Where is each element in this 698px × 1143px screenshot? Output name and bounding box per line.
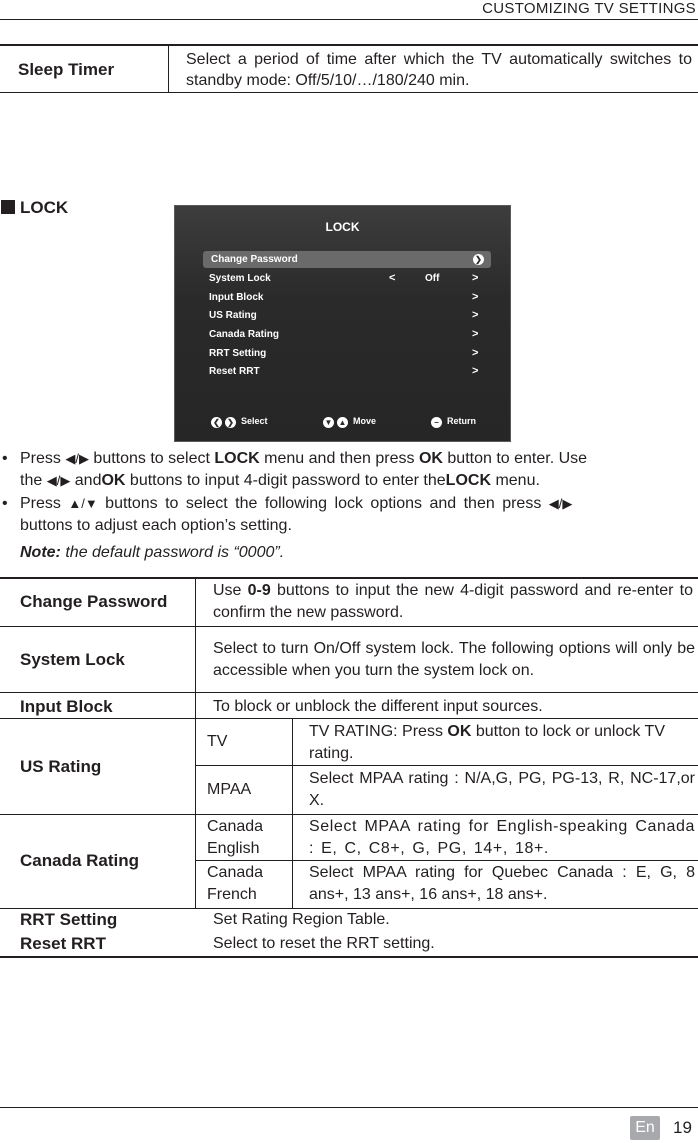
section-square-icon	[1, 200, 15, 214]
menu-item-rrt-setting[interactable]	[201, 345, 491, 362]
note	[20, 544, 284, 562]
canada-english-description: Select MPAA rating for English-speaking Canada : E, C, C8+, G, PG, 14+, 18+.	[309, 818, 695, 857]
lock-menu-screenshot	[174, 205, 511, 442]
text: the	[20, 472, 43, 489]
text: button to lock or unlock TV rating.	[309, 723, 665, 762]
lock-heading: LOCK	[20, 198, 69, 217]
table-rule	[0, 814, 698, 815]
menu-title: LOCK	[325, 220, 360, 234]
sleep-table-bottom-rule	[0, 92, 698, 93]
menu-item-value: Off	[425, 273, 440, 284]
menu-item-label: Change Password	[211, 254, 298, 265]
us-rating-mpaa-description: Select MPAA rating : N/A,G, PG, PG-13, R, NC-17,or X.	[309, 770, 695, 809]
menu-item-label: RRT Setting	[209, 348, 267, 359]
text: buttons to select the following lock options and then press	[105, 495, 542, 512]
text-bold: LOCK	[445, 472, 491, 489]
text: Canada	[207, 864, 264, 881]
table-top-rule	[0, 577, 698, 579]
instruction-1-line-2	[20, 470, 698, 492]
up-down-arrows-icon: ▲/▼	[68, 496, 98, 511]
chevron-left-icon: <	[389, 272, 396, 284]
sleep-timer-label: Sleep Timer	[18, 60, 115, 79]
menu-item-change-password[interactable]	[203, 251, 491, 268]
text: buttons to input the new 4-digit password and re-enter to confirm the new password.	[213, 582, 693, 621]
text: menu and then press	[264, 450, 415, 467]
instruction-1-line-1	[20, 448, 698, 470]
right-arrow-icon: ❯	[225, 417, 236, 428]
table-sub-rule	[195, 860, 698, 861]
left-right-arrows-icon: ◀/▶	[46, 473, 71, 488]
text-bold: 0-9	[247, 582, 271, 599]
language-badge: En	[630, 1116, 660, 1140]
menu-item-reset-rrt[interactable]	[201, 363, 491, 380]
us-rating-label: US Rating	[20, 757, 102, 776]
down-arrow-icon: ▼	[324, 418, 333, 427]
hint-return: Return	[447, 416, 476, 426]
sleep-table-top-rule	[0, 44, 698, 46]
note-text: the default password is “0000”.	[65, 544, 285, 561]
menu-item-canada-rating[interactable]	[201, 326, 491, 343]
text-bold: OK	[101, 472, 126, 489]
table-rule	[0, 692, 698, 693]
chevron-right-icon: >	[472, 272, 479, 284]
text: and	[74, 472, 102, 489]
instruction-2-line-2: buttons to adjust each option’s setting.	[20, 517, 292, 534]
text: French	[207, 886, 257, 903]
menu-item-label: Reset RRT	[209, 366, 260, 377]
menu-item-label: US Rating	[209, 310, 257, 321]
chevron-right-icon: >	[472, 365, 479, 377]
canada-rating-label: Canada Rating	[20, 851, 140, 870]
instruction-2-line-1	[20, 493, 698, 515]
menu-item-system-lock[interactable]	[201, 270, 491, 287]
table-rule	[0, 718, 698, 719]
text: buttons to select	[93, 450, 210, 467]
canada-english-key	[207, 816, 263, 860]
reset-rrt-description: Select to reset the RRT setting.	[213, 935, 435, 952]
menu-item-input-block[interactable]	[201, 289, 491, 306]
table-sub-divider	[292, 718, 293, 908]
sleep-timer-description: Select a period of time after which the TV automatically switches to standby mode: Off/5/10/…/180/240 min.	[186, 51, 692, 89]
footer-rule	[0, 1107, 698, 1108]
canada-french-key	[207, 862, 263, 906]
us-rating-mpaa-key: MPAA	[207, 781, 252, 798]
section-title: CUSTOMIZING TV SETTINGS	[482, 0, 696, 17]
hint-move: Move	[353, 416, 377, 426]
chevron-right-icon: >	[472, 291, 479, 303]
canada-french-description: Select MPAA rating for Quebec Canada : E, G, 8 ans+, 13 ans+, 16 ans+, 18 ans+.	[309, 864, 695, 903]
reset-rrt-label: Reset RRT	[20, 934, 106, 953]
text: button to enter. Use	[447, 450, 588, 467]
table-rule	[0, 626, 698, 627]
left-right-arrows-icon: ◀/▶	[65, 451, 89, 466]
chevron-right-icon: ❯	[473, 254, 484, 265]
text: Canada	[207, 818, 264, 835]
system-lock-description: Select to turn On/Off system lock. The following options will only be accessible when you turn the system lock on.	[213, 640, 695, 679]
change-password-label: Change Password	[20, 592, 168, 611]
table-sub-rule	[195, 765, 698, 766]
text: English	[207, 840, 260, 857]
menu-item-us-rating[interactable]	[201, 307, 491, 324]
bullet-dot: •	[2, 450, 8, 467]
rrt-setting-label: RRT Setting	[20, 910, 118, 929]
menu-item-label: System Lock	[209, 273, 271, 284]
system-lock-label: System Lock	[20, 650, 125, 669]
text: Use	[213, 582, 242, 599]
left-right-arrows-icon: ◀/▶	[548, 496, 573, 511]
text: menu.	[495, 472, 540, 489]
rrt-setting-description: Set Rating Region Table.	[213, 911, 390, 928]
sleep-table-divider	[168, 46, 169, 92]
chevron-right-icon: >	[472, 328, 479, 340]
page-number: 19	[673, 1118, 692, 1137]
menu-item-label: Input Block	[209, 292, 264, 303]
chevron-right-icon: >	[472, 347, 479, 359]
chevron-right-icon: >	[472, 309, 479, 321]
text: Press	[20, 450, 61, 467]
us-rating-tv-description	[309, 721, 695, 765]
text-bold: OK	[447, 723, 472, 740]
left-arrow-icon: ❮	[211, 417, 222, 428]
text-bold: LOCK	[214, 450, 260, 467]
text: buttons to input 4-digit password to enter the	[129, 472, 446, 489]
input-block-description: To block or unblock the different input sources.	[213, 698, 543, 715]
bullet-dot: •	[2, 495, 8, 512]
menu-item-label: Canada Rating	[209, 329, 280, 340]
text: TV RATING: Press	[309, 723, 443, 740]
input-block-label: Input Block	[20, 697, 113, 716]
text-bold: OK	[418, 450, 443, 467]
text: Press	[20, 495, 61, 512]
us-rating-tv-key: TV	[207, 733, 228, 750]
table-bottom-rule	[0, 956, 698, 958]
hint-select: Select	[241, 416, 268, 426]
change-password-description	[213, 580, 693, 624]
note-label: Note:	[20, 544, 61, 561]
up-arrow-icon: ▲	[338, 418, 347, 427]
return-icon: −	[431, 417, 442, 428]
table-divider	[195, 579, 196, 909]
header-rule	[0, 19, 698, 20]
